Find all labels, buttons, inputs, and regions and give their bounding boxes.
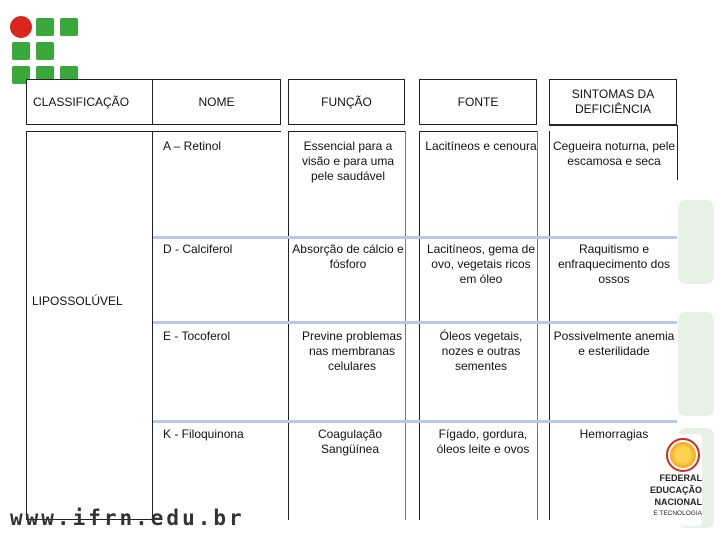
institution-emblem bbox=[624, 434, 702, 526]
table-row-fonte: Óleos vegetais, nozes e outras sementes bbox=[439, 329, 523, 373]
emblem-line: EDUCAÇÃO bbox=[649, 485, 702, 495]
table-row-funcao: Absorção de cálcio e fósforo bbox=[292, 242, 404, 271]
table-row-sintomas: Cegueira noturna, pele escamosa e seca bbox=[552, 139, 676, 168]
table-row-nome: E - Tocoferol bbox=[163, 329, 231, 343]
table-row-fonte: Lacitíneos, gema de ovo, vegetais ricos em óleo bbox=[426, 242, 536, 286]
header-sintomas: SINTOMAS DA DEFICIÊNCIA bbox=[549, 79, 677, 125]
table-row-funcao: Essencial para a visão e para uma pele saudável bbox=[301, 139, 395, 183]
table-row-sintomas: Hemorragias bbox=[579, 427, 649, 441]
header-classificacao: CLASSIFICAÇÃO bbox=[26, 79, 153, 125]
row-separator bbox=[153, 236, 677, 239]
header-fonte: FONTE bbox=[419, 79, 537, 125]
decorative-panel bbox=[678, 200, 714, 284]
emblem-line: E TECNOLOGIA bbox=[653, 510, 702, 517]
emblem-line: FEDERAL bbox=[659, 473, 702, 483]
table-row-fonte: Lacitíneos e cenoura bbox=[425, 139, 537, 153]
table-row-funcao: Previne problemas nas membranas celulares bbox=[301, 329, 403, 373]
table-row-sintomas: Possivelmente anemia e esterilidade bbox=[553, 329, 675, 358]
emblem-sun-icon bbox=[666, 438, 700, 472]
footer-url: www.ifrn.edu.br bbox=[10, 506, 245, 530]
table-row-sintomas: Raquitismo e enfraquecimento dos ossos bbox=[557, 242, 671, 286]
emblem-line: NACIONAL bbox=[654, 497, 702, 507]
header-funcao: FUNÇÃO bbox=[288, 79, 405, 125]
table-row-nome: K - Filoquinona bbox=[163, 427, 244, 441]
table-row-nome: A – Retinol bbox=[163, 139, 222, 153]
row-separator bbox=[153, 321, 677, 324]
table-row-nome: D - Calciferol bbox=[163, 242, 233, 256]
table-row-fonte: Fígado, gordura, óleos leite e ovos bbox=[436, 427, 530, 456]
header-nome: NOME bbox=[153, 79, 281, 125]
classification-cell bbox=[26, 131, 153, 520]
decorative-panel bbox=[678, 312, 714, 416]
table-row-funcao: Coagulação Sangüínea bbox=[317, 427, 383, 456]
classification-value: LIPOSSOLÚVEL bbox=[32, 294, 123, 308]
logo-red-dot bbox=[10, 16, 32, 38]
ifrn-logo bbox=[10, 14, 86, 88]
row-separator bbox=[153, 420, 677, 423]
